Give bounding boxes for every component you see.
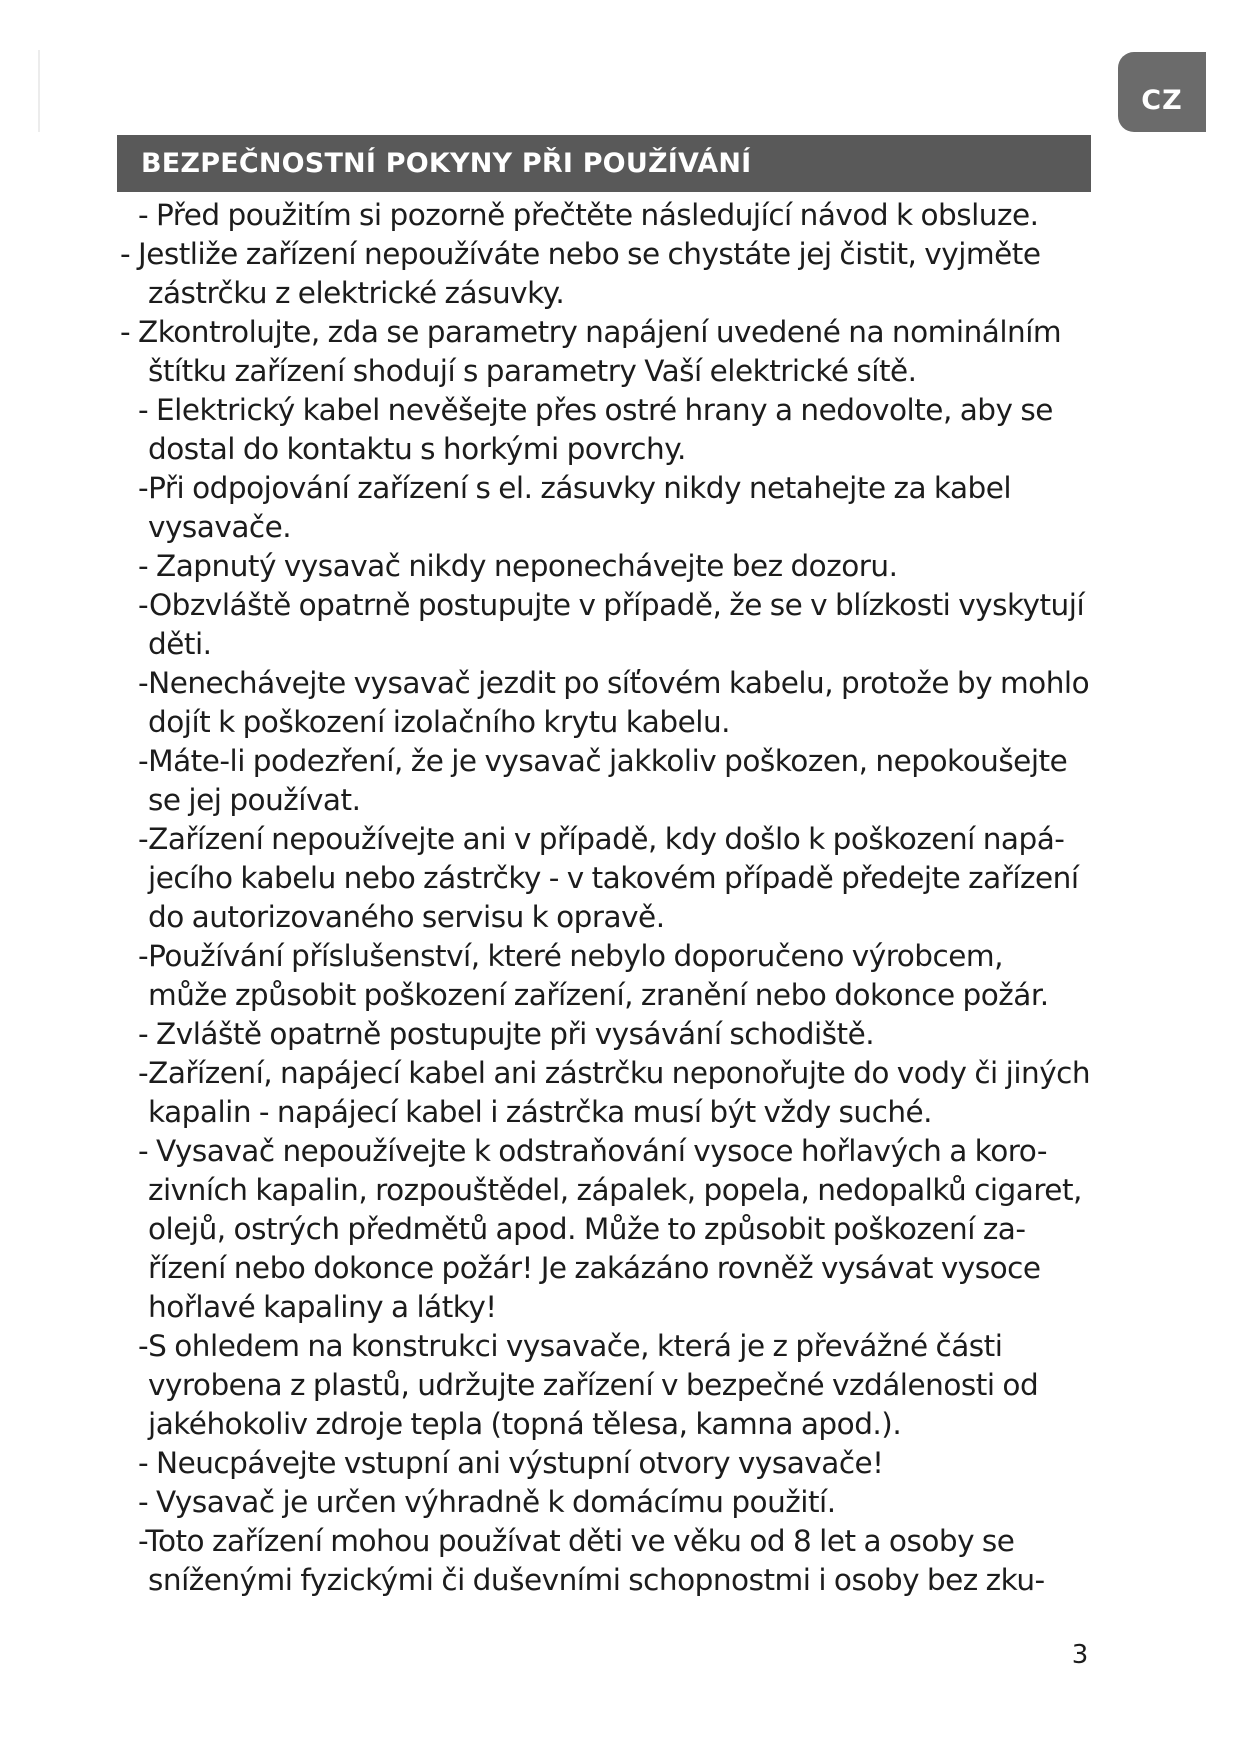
text-line: -Nenechávejte vysavač jezdit po síťovém kabelu, protože by mohlo (138, 666, 1090, 700)
text-line: kapalin - napájecí kabel i zástrčka musí být vždy suché. (148, 1095, 933, 1129)
text-line: - Před použitím si pozorně přečtěte následující návod k obsluze. (138, 198, 1039, 232)
text-line: -Máte-li podezření, že je vysavač jakkoliv poškozen, nepokoušejte (138, 744, 1068, 778)
text-line: - Zvláště opatrně postupujte při vysávání schodiště. (138, 1017, 875, 1051)
text-line: děti. (148, 627, 212, 661)
text-line: vyrobena z plastů, udržujte zařízení v bezpečné vzdálenosti od (148, 1368, 1039, 1402)
text-line: - Vysavač je určen výhradně k domácímu použití. (138, 1485, 836, 1519)
text-line: -Toto zařízení mohou používat děti ve věku od 8 let a osoby se (138, 1524, 1015, 1558)
text-line: - Elektrický kabel nevěšejte přes ostré hrany a nedovolte, aby se (138, 393, 1053, 427)
text-line: - Vysavač nepoužívejte k odstraňování vysoce hořlavých a koro- (138, 1134, 1047, 1168)
page-edge-mark (38, 50, 40, 132)
safety-instructions-body (120, 196, 1130, 1600)
text-line: - Jestliže zařízení nepoužíváte nebo se chystáte jej čistit, vyjměte (120, 237, 1041, 271)
text-line: - Neucpávejte vstupní ani výstupní otvory vysavače! (138, 1446, 884, 1480)
section-header (117, 135, 1091, 192)
language-tab: CZ (1118, 52, 1206, 132)
text-line: -Při odpojování zařízení s el. zásuvky nikdy netahejte za kabel (138, 471, 1012, 505)
text-line: olejů, ostrých předmětů apod. Může to způsobit poškození za- (148, 1212, 1026, 1246)
text-line: -Zařízení, napájecí kabel ani zástrčku neponořujte do vody či jiných (138, 1056, 1091, 1090)
text-line: jakéhokoliv zdroje tepla (topná tělesa, kamna apod.). (148, 1407, 902, 1441)
text-line: -Zařízení nepoužívejte ani v případě, kdy došlo k poškození napá- (138, 822, 1065, 856)
text-line: zástrčku z elektrické zásuvky. (148, 276, 565, 310)
text-line: řízení nebo dokonce požár! Je zakázáno rovněž vysávat vysoce (148, 1251, 1041, 1285)
text-line: štítku zařízení shodují s parametry Vaší elektrické sítě. (148, 354, 917, 388)
text-line: zivních kapalin, rozpouštědel, zápalek, popela, nedopalků cigaret, (148, 1173, 1082, 1207)
text-line: sníženými fyzickými či duševními schopnostmi i osoby bez zku- (148, 1563, 1045, 1597)
section-title: BEZPEČNOSTNÍ POKYNY PŘI POUŽÍVÁNÍ (141, 148, 752, 179)
text-line: se jej používat. (148, 783, 361, 817)
text-line: -S ohledem na konstrukci vysavače, která je z převážné části (138, 1329, 1003, 1363)
text-line: do autorizovaného servisu k opravě. (148, 900, 665, 934)
text-line: může způsobit poškození zařízení, zranění nebo dokonce požár. (148, 978, 1049, 1012)
text-line: dostal do kontaktu s horkými povrchy. (148, 432, 686, 466)
text-line: hořlavé kapaliny a látky! (148, 1290, 497, 1324)
text-line: - Zapnutý vysavač nikdy neponechávejte bez dozoru. (138, 549, 898, 583)
page-number: 3 (1071, 1640, 1089, 1670)
text-line: vysavače. (148, 510, 292, 544)
text-line: -Používání příslušenství, které nebylo doporučeno výrobcem, (138, 939, 1003, 973)
text-line: dojít k poškození izolačního krytu kabelu. (148, 705, 731, 739)
text-line: - Zkontrolujte, zda se parametry napájení uvedené na nominálním (120, 315, 1062, 349)
text-line: -Obzvláště opatrně postupujte v případě, že se v blízkosti vyskytují (138, 588, 1085, 622)
text-line: jecího kabelu nebo zástrčky - v takovém případě předejte zařízení (148, 861, 1079, 895)
